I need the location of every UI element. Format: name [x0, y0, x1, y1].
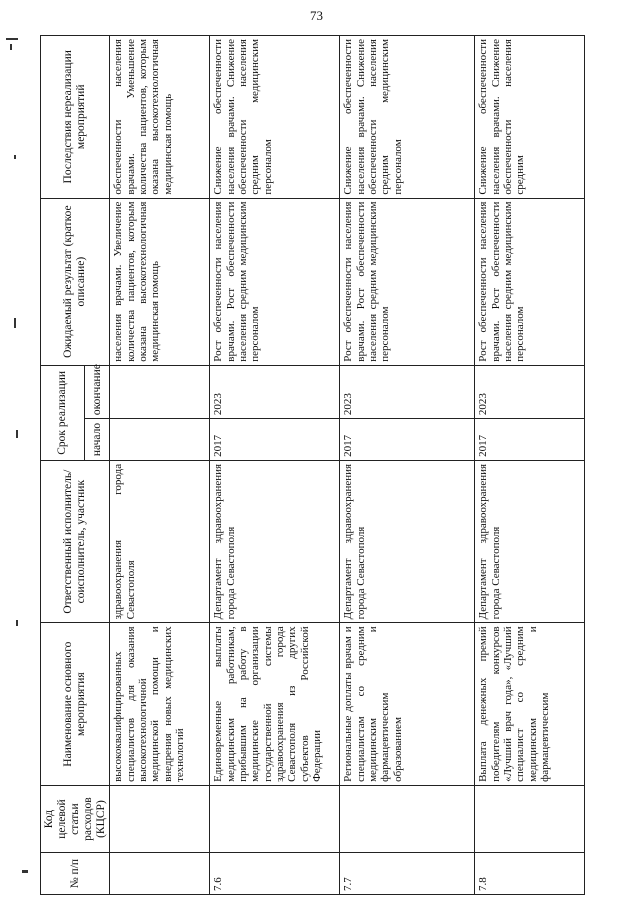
row-start: 2017 [475, 419, 585, 461]
page-number: 73 [310, 8, 323, 23]
row-name: Выплата денежных премий победителям конкурсов «Лучший врач года», «Лучший специалист со средним медицинским и фармацевтическим [475, 623, 585, 786]
row-name: Единовременные выплаты медицинским работникам, прибывшим на работу в медицинские организации государственной системы здравоохранения города Севастополя из других субъектов Российской Федерации [210, 623, 340, 786]
row-responsible: Департамент здравоохранения города Севастополя [475, 460, 585, 623]
scan-artifact [14, 318, 16, 328]
scan-artifact [14, 155, 16, 159]
row-consequences: Снижение обеспеченности населения врачами. Снижение обеспеченности населения средним медицинским персоналом [340, 36, 475, 199]
row-start: 2017 [210, 419, 340, 461]
header-expected: Ожидаемый результат (краткое описание) [41, 198, 110, 365]
scan-artifact [10, 44, 12, 50]
table-row [110, 36, 210, 895]
row-responsible: Департамент здравоохранения города Севастополя [210, 460, 340, 623]
row-consequences: Снижение обеспеченности населения врачами. Снижение обеспеченности населения средним медицинским персоналом [210, 36, 340, 199]
scan-artifact [16, 430, 18, 438]
row-expected: Рост обеспеченности населения врачами. Рост обеспеченности населения средним медицинским персоналом [210, 198, 340, 365]
header-end: окончание [84, 365, 109, 418]
row-code [475, 785, 585, 852]
row-expected: Рост обеспеченности населения врачами. Рост обеспеченности населения средним медицинским персоналом [475, 198, 585, 365]
row-start [110, 419, 210, 461]
row-consequences: Снижение обеспеченности населения врачами. Снижение обеспеченности населения средним [475, 36, 585, 199]
scan-artifact [16, 620, 18, 626]
header-consequences: Последствия нереализации мероприятий [41, 36, 110, 199]
row-responsible: Департамент здравоохранения города Севастополя [340, 460, 475, 623]
row-end: 2023 [340, 365, 475, 418]
row-num [110, 853, 210, 895]
row-start: 2017 [340, 419, 475, 461]
row-consequences: обеспеченности населения врачами. Уменьшение количества пациентов, которым оказана высокотехнологичная медицинская помощь [110, 36, 210, 199]
row-expected: Рост обеспеченности населения врачами. Рост обеспеченности населения средним медицинским персоналом [340, 198, 475, 365]
row-end: 2023 [475, 365, 585, 418]
rotated-table-container [40, 35, 580, 895]
row-code [210, 785, 340, 852]
row-name: высококвалифицированных специалистов для оказания высокотехнологичной медицинской помощи и внедрения новых медицинских технологий [110, 623, 210, 786]
header-code: Код целевой статьи расходов (КЦСР) [41, 785, 110, 852]
row-num: 7.6 [210, 853, 340, 895]
table-row [210, 36, 340, 895]
table-row [340, 36, 475, 895]
header-responsible: Ответственный исполнитель/соисполнитель, участник [41, 460, 110, 623]
scan-artifact [6, 38, 18, 40]
row-responsible: здравоохранения города Севастополя [110, 460, 210, 623]
row-code [110, 785, 210, 852]
row-name: Региональные доплаты врачам и специалистам со средним медицинским и фармацевтическим образованием [340, 623, 475, 786]
row-expected: населения врачами. Увеличение количества пациентов, которым оказана высокотехнологичная медицинская помощь [110, 198, 210, 365]
row-num: 7.8 [475, 853, 585, 895]
header-num: № п/п [41, 853, 110, 895]
scan-artifact [22, 870, 28, 873]
row-code [340, 785, 475, 852]
row-end [110, 365, 210, 418]
header-name: Наименование основного мероприятия [41, 623, 110, 786]
table-row [475, 36, 585, 895]
header-period: Срок реализации [41, 365, 85, 460]
measures-table [40, 35, 585, 895]
header-start: начало [84, 419, 109, 461]
row-end: 2023 [210, 365, 340, 418]
row-num: 7.7 [340, 853, 475, 895]
